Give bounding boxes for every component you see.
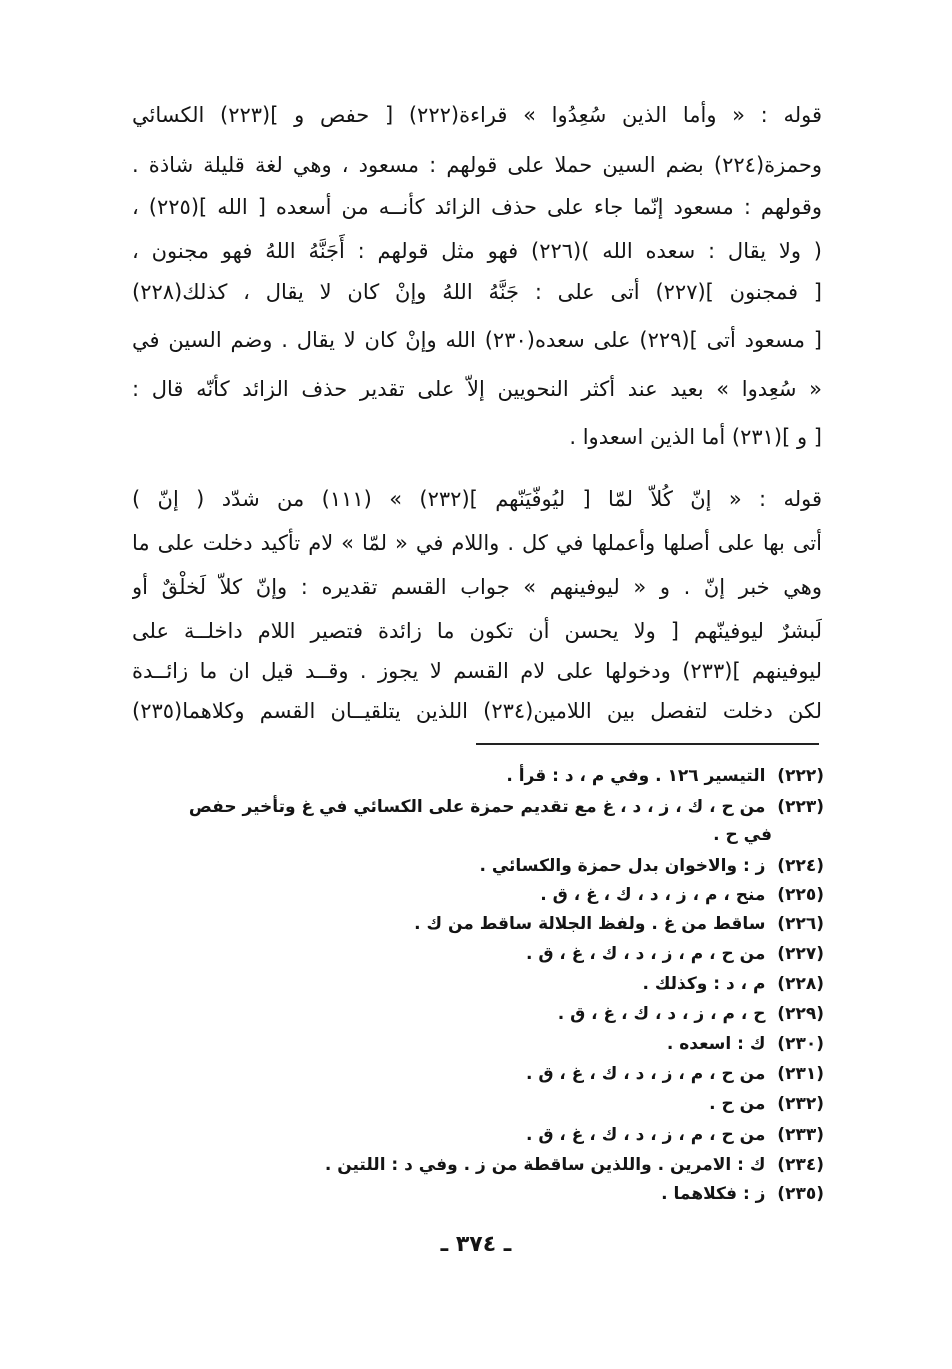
footnote-number: (٢٢٢): [777, 766, 824, 786]
footnote-text: من ح ، م ، ز ، د ، ك ، غ ، ق .: [525, 1064, 766, 1084]
paragraph-1-line-5: [ فمجنون ](٢٢٧) أتى على : جَنَّهُ اللهُ وإنْ كان لا يقال ، كذلك(٢٢٨): [132, 280, 822, 304]
footnote-text: م ، د : وكذلك .: [642, 974, 766, 994]
footnote-text: التيسير ١٢٦ . وفي م ، د : قرأ .: [506, 766, 766, 786]
paragraph-1-line-3: وقولهم : مسعود إنّما جاء على حذف الزائد كأنــه من أسعده [ الله ](٢٢٥) ،: [132, 195, 822, 219]
footnote-235: [124, 1180, 824, 1208]
footnote-text: ز : والاخوان بدل حمزة والكسائي .: [479, 856, 766, 876]
footnote-text: في ح .: [713, 825, 772, 845]
footnote-number: (٢٢٤): [777, 856, 824, 876]
footnote-text: من ح ، م ، ز ، د ، ك ، غ ، ق .: [525, 1125, 766, 1145]
footnote-number: (٢٣٤): [777, 1155, 824, 1175]
paragraph-2-line-6: لكن دخلت لتفصل بين اللامين(٢٣٤) اللذين يتلقيــان القسم وكلاهما(٢٣٥): [132, 699, 822, 723]
footnote-223: [124, 793, 824, 821]
footnote-226: [124, 910, 824, 938]
footnote-number: (٢٣١): [777, 1064, 824, 1084]
paragraph-2-line-4: لَبشرٌ ليوفينّهم [ ولا يحسن أن تكون ما زائدة فتصير اللام داخلــة على: [132, 619, 822, 643]
paragraph-2-line-5: ليوفينهم ](٢٣٣) ودخولها على لام القسم لا يجوز . وقــد قيل ان ما زائــدة: [132, 659, 822, 683]
footnote-223-continuation: [72, 821, 772, 849]
footnote-229: [124, 1000, 824, 1028]
footnote-text: منح ، م ، ز ، د ، ك ، غ ، ق .: [540, 885, 766, 905]
footnote-227: [124, 940, 824, 968]
footnote-number: (٢٢٦): [777, 914, 824, 934]
footnote-text: ك : اسعده .: [666, 1034, 766, 1054]
footnote-text: من ح ، م ، ز ، د ، ك ، غ ، ق .: [525, 944, 766, 964]
paragraph-2-line-1: قوله : « إنّ كُلاّ لمّا [ ليُوفّيَنّهم ](٢٣٢) » (١١١) من شدّد ( إنّ ): [132, 487, 822, 511]
footnote-text: ك : الامرين . واللذين ساقطة من ز . وفي د : اللتين .: [324, 1155, 766, 1175]
footnote-number: (٢٢٧): [777, 944, 824, 964]
footnote-text: ز : فكلاهما .: [661, 1184, 766, 1204]
paragraph-1-line-2: وحمزة(٢٢٤) بضم السين حملا على قولهم : مسعود ، وهي لغة قليلة شاذة .: [132, 153, 822, 177]
paragraph-1-line-8: [ و ](٢٣١) أما الذين اسعدوا .: [569, 425, 822, 449]
footnote-234: [124, 1151, 824, 1179]
footnote-224: [124, 852, 824, 880]
paragraph-1-line-4: ( ولا يقال : سعده الله )(٢٢٦) فهو مثل قولهم : أَجَنَّهُ اللهُ فهو مجنون ،: [132, 239, 822, 263]
paragraph-1-line-1: قوله : « وأما الذين سُعِدُوا » قراءة(٢٢٢) [ حفص و ](٢٢٣) الكسائي: [132, 103, 822, 127]
paragraph-1-line-7: « سُعِدوا » بعيد عند أكثر النحويين إلاّ على تقدير حذف الزائد كأنّه قال :: [132, 377, 822, 401]
footnote-text: ساقط من غ . ولفظ الجلالة ساقط من ك .: [414, 914, 766, 934]
footnote-233: [124, 1121, 824, 1149]
footnote-number: (٢٣٣): [777, 1125, 824, 1145]
footnote-222: [124, 762, 824, 790]
footnote-text: ح ، م ، ز ، د ، ك ، غ ، ق .: [557, 1004, 766, 1024]
footnote-232: [124, 1090, 824, 1118]
footnote-230: [124, 1030, 824, 1058]
paragraph-2-line-2: أتى بها على أصلها وأعملها في كل . واللام في « لمّا » لام تأكيد دخلت على ما: [132, 531, 822, 555]
page-number: ـ ٣٧٤ ـ: [440, 1232, 512, 1257]
footnote-number: (٢٢٥): [777, 885, 824, 905]
footnote-number: (٢٣٥): [777, 1184, 824, 1204]
footnote-231: [124, 1060, 824, 1088]
footnote-number: (٢٣٠): [777, 1034, 824, 1054]
paragraph-2-line-3: وهي خبر إنّ . و « ليوفينهم » جواب القسم تقديره : وإنّ كلاّ لَخلْقٌ أو: [132, 575, 822, 599]
footnote-text: من ح .: [709, 1094, 766, 1114]
footnote-number: (٢٢٣): [777, 797, 824, 817]
footnote-225: [124, 881, 824, 909]
paragraph-1-line-6: [ مسعود أتى ](٢٢٩) على سعده(٢٣٠) الله وإنْ كان لا يقال . وضم السين في: [132, 328, 822, 352]
footnote-number: (٢٣٢): [777, 1094, 824, 1114]
footnote-text: من ح ، ك ، ز ، د ، غ مع تقديم حمزة على الكسائي في غ وتأخير حفص: [188, 797, 766, 817]
footnote-number: (٢٢٨): [777, 974, 824, 994]
footnote-228: [124, 970, 824, 998]
footnote-separator: [476, 743, 819, 745]
footnote-number: (٢٢٩): [777, 1004, 824, 1024]
